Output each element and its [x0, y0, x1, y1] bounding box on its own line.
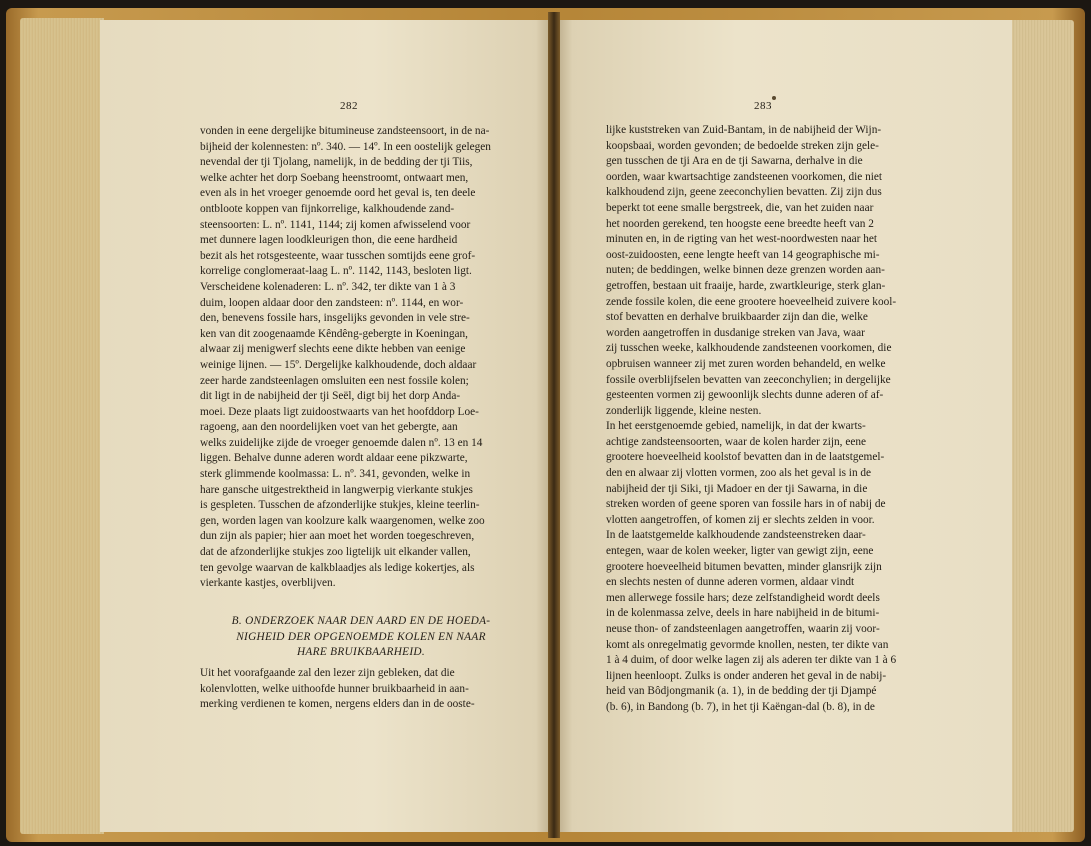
text-line: fossile overblijfselen bevatten van zeeconchylien; in dergelijke	[606, 373, 891, 386]
text-line: gesteenten vormen zij gewoonlijk slechts dunne aderen of af-	[606, 389, 884, 402]
text-line: opbruisen wanneer zij met zuren worden behandeld, en welke	[606, 357, 886, 370]
text-line: vlotten aangetroffen, of komen zij er slechts zelden in voor.	[606, 513, 875, 526]
right-page-body	[606, 123, 952, 716]
text-line: gen, worden lagen van koolzure kalk waargenomen, welke zoo	[200, 514, 485, 527]
text-line: met dunnere lagen loodkleurigen thon, die eene hardheid	[200, 234, 458, 247]
text-line: gen tusschen de tji Ara en de tji Sawarna, derhalve in die	[606, 155, 863, 168]
text-line: ontbloote koppen van fijnkorrelige, kalkhoudende zand-	[200, 202, 455, 215]
text-line: den, benevens fossile hars, insgelijks gevonden in vele stre-	[200, 312, 470, 325]
text-line: welks zuidelijke zijde de vroeger genoemde dalen nº. 13 en 14	[200, 436, 483, 449]
right-page	[554, 20, 1012, 832]
text-line: in de kolenmassa zelve, deels in hare nabijheid in de bitumi-	[606, 607, 880, 620]
text-line: streken worden of geene sporen van fossile hars in of nabij de	[606, 498, 886, 511]
ink-dot	[772, 96, 776, 100]
text-line: bezit als het rotsgesteente, waar tusschen somtijds eene grof-	[200, 249, 476, 262]
text-line: dat de afzonderlijke stukjes zoo ligtelijk uit elkander vallen,	[200, 546, 471, 559]
left-page	[100, 20, 554, 832]
text-line: nabijheid der tji Siki, tji Madoer en der tji Sawarna, in die	[606, 482, 868, 495]
text-line: alwaar zij menigwerf slechts eene dikte hebben van eenige	[200, 343, 466, 356]
text-line: men allerwege fossile hars; deze zelfstandigheid wordt deels	[606, 591, 880, 604]
heading-line: NIGHEID DER OPGENOEMDE KOLEN EN NAAR	[236, 630, 486, 643]
text-line: zonderlijk liggende, kleine nesten.	[606, 404, 762, 417]
right-page-number: 283	[754, 100, 772, 112]
text-line: lijke kuststreken van Zuid-Bantam, in de nabijheid der Wijn-	[606, 124, 882, 136]
text-line: ten gevolge waarvan de kalkblaadjes als ledige kokertjes, als	[200, 561, 475, 574]
left-page-body	[200, 124, 522, 592]
text-line: zij tusschen weeke, kalkhoudende zandsteenen voorkomen, die	[606, 342, 892, 355]
text-line: nevendal der tji Tjolang, namelijk, in de bedding der tji Tiis,	[200, 156, 473, 169]
text-line: (b. 6), in Bandong (b. 7), in het tji Kaëngan-dal (b. 8), in de	[606, 700, 875, 713]
page-edges-right	[1010, 20, 1074, 832]
text-line: oorden, waar kwartsachtige zandsteenen voorkomen, die niet	[606, 170, 883, 183]
text-line: koopsbaai, worden gevonden; de bedoelde streken zijn gele-	[606, 139, 879, 152]
text-line: duim, loopen aldaar door den zandsteen: nº. 1144, en wor-	[200, 296, 464, 309]
heading-line: HARE BRUIKBAARHEID.	[296, 646, 426, 659]
text-line: oost-zuidoosten, eene lengte heeft van 14 geographische mi-	[606, 248, 880, 261]
text-line: welke achter het dorp Soebang heenstroomt, ontwaart men,	[200, 171, 469, 184]
text-line: dun zijn als papier; hier aan moet het worden toegeschreven,	[200, 530, 475, 543]
text-line: vierkante kastjes, overblijven.	[200, 577, 336, 590]
page-edges-left	[20, 18, 104, 834]
text-line: moei. Deze plaats ligt zuidoostwaarts van het hoofddorp Loe-	[200, 405, 479, 418]
text-line: korrelige conglomeraat-laag L. nº. 1142, 1143, besloten ligt.	[200, 265, 472, 278]
text-line: weinige lijnen. — 15º. Dergelijke kalkhoudende, doch aldaar	[200, 358, 477, 371]
text-line: en slechts nesten of dunne aderen vormen, aldaar vindt	[606, 576, 855, 589]
text-line: kolenvlotten, welke uithoofde hunner bruikbaarheid in aan-	[200, 682, 469, 695]
book-gutter	[548, 12, 560, 838]
text-line: zende fossile kolen, die eene grootere hoeveelheid zuivere kool-	[606, 295, 897, 308]
text-line: Verscheidene kolenaderen: L. nº. 342, ter dikte van 1 à 3	[200, 280, 456, 293]
text-line: beperkt tot eene smalle bergstreek, die, van het zuiden naar	[606, 201, 874, 214]
text-line: In de laatstgemelde kalkhoudende zandsteenstreken daar-	[606, 529, 866, 542]
text-line: minuten en, in de rigting van het west-noordwesten naar het	[606, 233, 878, 246]
text-line: stof bevatten en derhalve bruikbaarder zijn dan die, welke	[606, 311, 868, 324]
text-line: getroffen, bestaan uit fraaije, harde, zwartkleurige, sterk glan-	[606, 279, 886, 292]
text-line: nuten; de beddingen, welke binnen deze grenzen worden aan-	[606, 264, 885, 277]
text-line: grootere hoeveelheid koolstof bevatten dan in de laatstgemel-	[606, 451, 885, 464]
text-line: entegen, waar de kolen weeker, ligter van gewigt zijn, eene	[606, 545, 874, 558]
text-line: ken van dit zoogenaamde Kêndêng-gebergte in Koeningan,	[200, 327, 468, 340]
text-line: zeer harde zandsteenlagen omsluiten een nest fossile kolen;	[200, 374, 469, 387]
text-line: het noorden gerekend, ten hoogste eene breedte heeft van 2	[606, 217, 874, 230]
left-page-after-heading	[200, 666, 522, 713]
text-line: grootere hoeveelheid bitumen bevatten, minder glansrijk zijn	[606, 560, 882, 573]
text-line: Uit het voorafgaande zal den lezer zijn gebleken, dat die	[200, 667, 455, 679]
text-line: is gespleten. Tusschen de afzonderlijke stukjes, kleine teerlin-	[200, 499, 480, 512]
text-line: 1 à 4 duim, of door welke lagen zij als aderen ter dikte van 1 à 6	[606, 654, 897, 667]
text-line: neuse thon- of zandsteenlagen aangetroffen, waarin zij voor-	[606, 623, 880, 635]
text-line: lijnen heenloopt. Zulks is onder anderen het geval in de nabij-	[606, 669, 887, 682]
heading-line: B. ONDERZOEK NAAR DEN AARD EN DE HOEDA-	[231, 615, 491, 627]
text-line: dit ligt in de nabijheid der tji Seël, digt bij het dorp Anda-	[200, 390, 461, 403]
text-line: vonden in eene dergelijke bitumineuse zandsteensoort, in de na-	[200, 125, 490, 137]
text-line: ragoeng, aan den noordelijken voet van het gebergte, aan	[200, 421, 458, 434]
text-line: hare gansche uitgestrektheid in langwerpig vierkante stukjes	[200, 483, 473, 496]
left-page-number: 282	[340, 100, 358, 112]
text-line: bijheid der kolennesten: nº. 340. — 14º. In een oostelijk gelegen	[200, 140, 491, 153]
text-line: kalkhoudend zijn, geene zeeconchylien bevatten. Zij zijn dus	[606, 186, 882, 199]
text-line: steensoorten: L. nº. 1141, 1144; zij komen afwisselend voor	[200, 218, 471, 231]
text-line: heid van Bôdjongmanik (a. 1), in de bedding der tji Djampé	[606, 685, 877, 698]
text-line: den en alwaar zij vlotten vormen, zoo als het geval is in de	[606, 467, 872, 480]
section-heading	[200, 614, 522, 661]
text-line: worden aangetroffen in dusdanige streken van Java, waar	[606, 326, 865, 339]
text-line: komt als onregelmatig gevormde knollen, nesten, ter dikte van	[606, 638, 889, 651]
text-line: merking verdienen te komen, nergens elders dan in de ooste-	[200, 698, 475, 711]
text-line: In het eerstgenoemde gebied, namelijk, in dat der kwarts-	[606, 420, 866, 433]
text-line: achtige zandsteensoorten, waar de kolen harder zijn, eene	[606, 435, 867, 448]
text-line: sterk glimmende koolmassa: L. nº. 341, gevonden, welke in	[200, 468, 471, 481]
text-line: even als in het vroeger genoemde oord het geval is, ten deele	[200, 187, 476, 200]
text-line: liggen. Behalve dunne aderen wordt aldaar eene pikzwarte,	[200, 452, 468, 465]
